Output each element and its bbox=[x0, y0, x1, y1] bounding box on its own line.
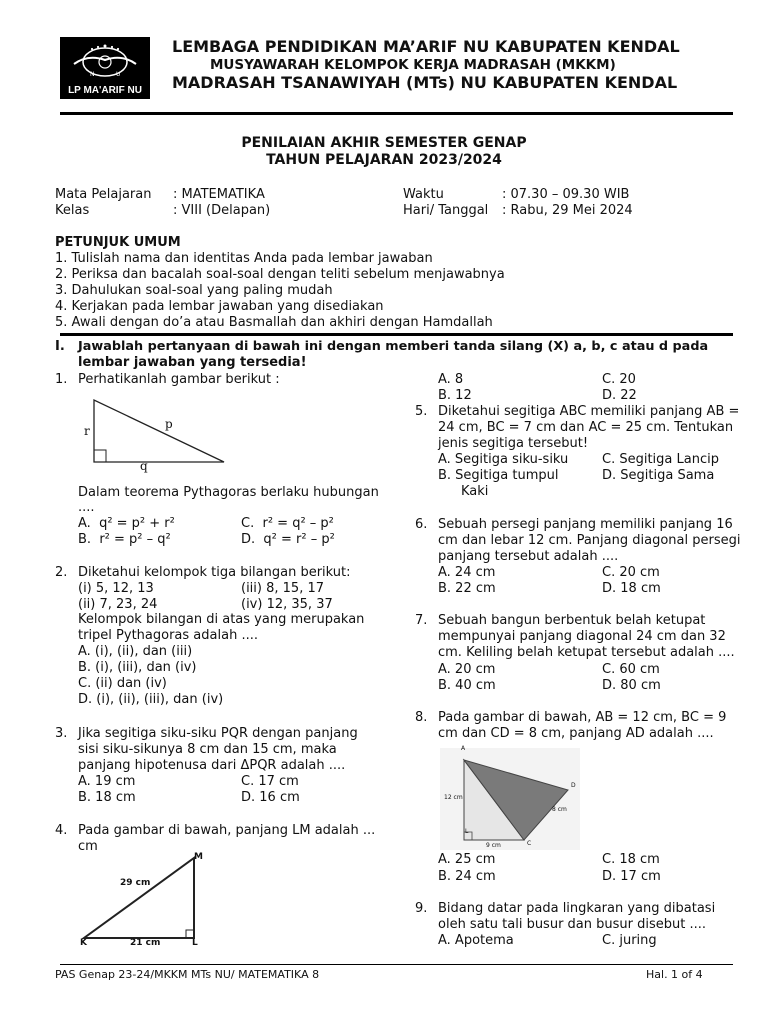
q4-text-2: cm bbox=[78, 839, 98, 854]
q3-text-1: Jika segitiga siku-siku PQR dengan panjang bbox=[78, 726, 358, 741]
q9-option-c: C. juring bbox=[602, 933, 657, 948]
q7-text-1: Sebuah bangun berbentuk belah ketupat bbox=[438, 613, 706, 628]
q7-option-b: B. 40 cm bbox=[438, 678, 496, 693]
date-label: Hari/ Tanggal bbox=[403, 203, 489, 218]
q4-text-1: Pada gambar di bawah, panjang LM adalah ... bbox=[78, 823, 376, 838]
q4-option-b: B. 12 bbox=[438, 388, 472, 403]
q2-text-3: tripel Pythagoras adalah .... bbox=[78, 628, 258, 643]
q2-option-a: A. (i), (ii), dan (iii) bbox=[78, 644, 193, 659]
q7-number: 7. bbox=[415, 613, 428, 628]
svg-text:N: N bbox=[90, 71, 95, 78]
q2-set-4: (iv) 12, 35, 37 bbox=[241, 597, 333, 612]
instruction-item: 5. Awali dengan do’a atau Basmallah dan akhiri dengan Hamdallah bbox=[55, 315, 493, 330]
q2-option-d: D. (i), (ii), (iii), dan (iv) bbox=[78, 692, 224, 707]
q6-text-3: panjang tersebut adalah .... bbox=[438, 549, 619, 564]
q5-option-d: D. Segitiga Sama bbox=[602, 468, 715, 483]
q7-option-d: D. 80 cm bbox=[602, 678, 661, 693]
exam-year: TAHUN PELAJARAN 2023/2024 bbox=[266, 152, 502, 168]
q9-text-1: Bidang datar pada lingkaran yang dibatasi bbox=[438, 901, 716, 916]
instruction-item: 3. Dahulukan soal-soal yang paling mudah bbox=[55, 283, 333, 298]
q8-option-a: A. 25 cm bbox=[438, 852, 496, 867]
q3-option-c: C. 17 cm bbox=[241, 774, 299, 789]
q3-number: 3. bbox=[55, 726, 68, 741]
q1-text: Perhatikanlah gambar berikut : bbox=[78, 372, 280, 387]
q4-option-d: D. 22 bbox=[602, 388, 637, 403]
q8-fig-label-9cm: 9 cm bbox=[486, 842, 501, 849]
q7-text-3: cm. Keliling belah ketupat tersebut adalah .... bbox=[438, 645, 735, 660]
q3-option-a: A. 19 cm bbox=[78, 774, 136, 789]
q6-option-b: B. 22 cm bbox=[438, 581, 496, 596]
q5-option-a: A. Segitiga siku-siku bbox=[438, 452, 569, 467]
q6-option-c: C. 20 cm bbox=[602, 565, 660, 580]
q2-text-2: Kelompok bilangan di atas yang merupakan bbox=[78, 612, 365, 627]
q8-fig-label-c: C bbox=[527, 840, 532, 847]
nu-emblem-icon bbox=[68, 42, 142, 80]
institution-logo bbox=[60, 37, 150, 99]
q4-fig-label-m: M bbox=[194, 852, 203, 862]
q4-right-angle bbox=[186, 930, 194, 938]
q8-fig-label-8cm: 8 cm bbox=[552, 806, 567, 813]
q7-option-c: C. 60 cm bbox=[602, 662, 660, 677]
q9-text-2: oleh satu tali busur dan busur disebut .... bbox=[438, 917, 706, 932]
q9-number: 9. bbox=[415, 901, 428, 916]
q3-text-2: sisi siku-sikunya 8 cm dan 15 cm, maka bbox=[78, 742, 337, 757]
q7-text-2: mempunyai panjang diagonal 24 cm dan 32 bbox=[438, 629, 726, 644]
q6-option-d: D. 18 cm bbox=[602, 581, 661, 596]
q8-fig-label-l: L bbox=[465, 828, 469, 835]
q5-option-c: C. Segitiga Lancip bbox=[602, 452, 719, 467]
q8-text-1: Pada gambar di bawah, AB = 12 cm, BC = 9 bbox=[438, 710, 727, 725]
q5-option-b-cont: Kaki bbox=[461, 484, 489, 499]
class-label: Kelas bbox=[55, 203, 90, 218]
q3-option-b: B. 18 cm bbox=[78, 790, 136, 805]
svg-text:U: U bbox=[116, 71, 121, 78]
header-rule bbox=[60, 112, 733, 115]
section-rule bbox=[60, 333, 733, 336]
header-line-2: MUSYAWARAH KELOMPOK KERJA MADRASAH (MKKM) bbox=[210, 57, 616, 73]
time-value: : 07.30 – 09.30 WIB bbox=[502, 187, 630, 202]
q8-number: 8. bbox=[415, 710, 428, 725]
footer-left: PAS Genap 23-24/MKKM MTs NU/ MATEMATIKA 8 bbox=[55, 968, 320, 981]
time-label: Waktu bbox=[403, 187, 444, 202]
q6-number: 6. bbox=[415, 517, 428, 532]
q2-option-b: B. (i), (iii), dan (iv) bbox=[78, 660, 197, 675]
q4-fig-label-k: K bbox=[80, 938, 87, 948]
instruction-item: 1. Tulislah nama dan identitas Anda pada lembar jawaban bbox=[55, 251, 433, 266]
q6-text-1: Sebuah persegi panjang memiliki panjang 16 bbox=[438, 517, 733, 532]
footer-rule bbox=[60, 964, 733, 965]
exam-title: PENILAIAN AKHIR SEMESTER GENAP bbox=[241, 135, 527, 151]
q2-set-1: (i) 5, 12, 13 bbox=[78, 581, 154, 596]
q1-fig-label-q: q bbox=[140, 459, 148, 473]
header-line-1: LEMBAGA PENDIDIKAN MA’ARIF NU KABUPATEN KENDAL bbox=[172, 37, 680, 56]
q8-text-2: cm dan CD = 8 cm, panjang AD adalah .... bbox=[438, 726, 714, 741]
q4-triangle-figure bbox=[76, 852, 216, 948]
instruction-item: 4. Kerjakan pada lembar jawaban yang disediakan bbox=[55, 299, 384, 314]
q5-text-2: 24 cm, BC = 7 cm dan AC = 25 cm. Tentukan bbox=[438, 420, 734, 435]
q4-triangle bbox=[84, 858, 194, 938]
q8-fig-label-d: D bbox=[571, 782, 576, 789]
q1-option-c: C. r² = q² – p² bbox=[241, 516, 334, 531]
section-instruction-2: lembar jawaban yang tersedia! bbox=[78, 355, 307, 370]
instructions-heading: PETUNJUK UMUM bbox=[55, 235, 181, 250]
q6-option-a: A. 24 cm bbox=[438, 565, 496, 580]
q1-option-b: B. r² = p² – q² bbox=[78, 532, 171, 547]
q4-fig-label-l: L bbox=[192, 938, 198, 948]
q1-option-a: A. q² = p² + r² bbox=[78, 516, 175, 531]
date-value: : Rabu, 29 Mei 2024 bbox=[502, 203, 633, 218]
q8-fig-label-a: A bbox=[461, 745, 466, 752]
q1-text-2: Dalam teorema Pythagoras berlaku hubungan bbox=[78, 485, 379, 500]
q3-text-3: panjang hipotenusa dari ΔPQR adalah .... bbox=[78, 758, 346, 773]
q1-triangle-figure bbox=[80, 396, 230, 468]
q4-fig-label-hypotenuse: 29 cm bbox=[120, 878, 151, 888]
q8-option-d: D. 17 cm bbox=[602, 869, 661, 884]
q4-fig-label-base: 21 cm bbox=[130, 938, 161, 948]
q3-option-d: D. 16 cm bbox=[241, 790, 300, 805]
q1-fig-label-r: r bbox=[84, 424, 90, 438]
q9-option-a: A. Apotema bbox=[438, 933, 514, 948]
q2-set-3: (iii) 8, 15, 17 bbox=[241, 581, 324, 596]
q2-number: 2. bbox=[55, 565, 68, 580]
q5-option-b: B. Segitiga tumpul bbox=[438, 468, 559, 483]
q5-text-3: jenis segitiga tersebut! bbox=[438, 436, 589, 451]
q4-option-c: C. 20 bbox=[602, 372, 636, 387]
q1-right-angle bbox=[94, 450, 106, 462]
q2-set-2: (ii) 7, 23, 24 bbox=[78, 597, 158, 612]
q8-option-c: C. 18 cm bbox=[602, 852, 660, 867]
footer-page-number: Hal. 1 of 4 bbox=[646, 968, 703, 981]
q4-number: 4. bbox=[55, 823, 68, 838]
q1-option-d: D. q² = r² – p² bbox=[241, 532, 335, 547]
header-line-3: MADRASAH TSANAWIYAH (MTs) NU KABUPATEN KENDAL bbox=[172, 73, 678, 92]
q1-fig-label-p: p bbox=[165, 417, 173, 431]
q6-text-2: cm dan lebar 12 cm. Panjang diagonal persegi bbox=[438, 533, 741, 548]
q4-option-a: A. 8 bbox=[438, 372, 464, 387]
subject-label: Mata Pelajaran bbox=[55, 187, 152, 202]
q1-text-3: .... bbox=[78, 500, 95, 515]
q1-number: 1. bbox=[55, 372, 68, 387]
section-number: I. bbox=[55, 339, 65, 354]
q5-text-1: Diketahui segitiga ABC memiliki panjang AB = bbox=[438, 404, 740, 419]
q1-triangle bbox=[94, 400, 224, 462]
instruction-item: 2. Periksa dan bacalah soal-soal dengan teliti sebelum menjawabnya bbox=[55, 267, 505, 282]
q8-option-b: B. 24 cm bbox=[438, 869, 496, 884]
q7-option-a: A. 20 cm bbox=[438, 662, 496, 677]
q2-option-c: C. (ii) dan (iv) bbox=[78, 676, 167, 691]
q5-number: 5. bbox=[415, 404, 428, 419]
q2-text: Diketahui kelompok tiga bilangan berikut: bbox=[78, 565, 351, 580]
logo-text: LP MA'ARIF NU bbox=[68, 85, 142, 96]
section-instruction-1: Jawablah pertanyaan di bawah ini dengan memberi tanda silang (X) a, b, c atau d pada bbox=[78, 339, 709, 354]
q8-fig-label-12cm: 12 cm bbox=[444, 794, 463, 801]
class-value: : VIII (Delapan) bbox=[173, 203, 271, 218]
subject-value: : MATEMATIKA bbox=[173, 187, 265, 202]
